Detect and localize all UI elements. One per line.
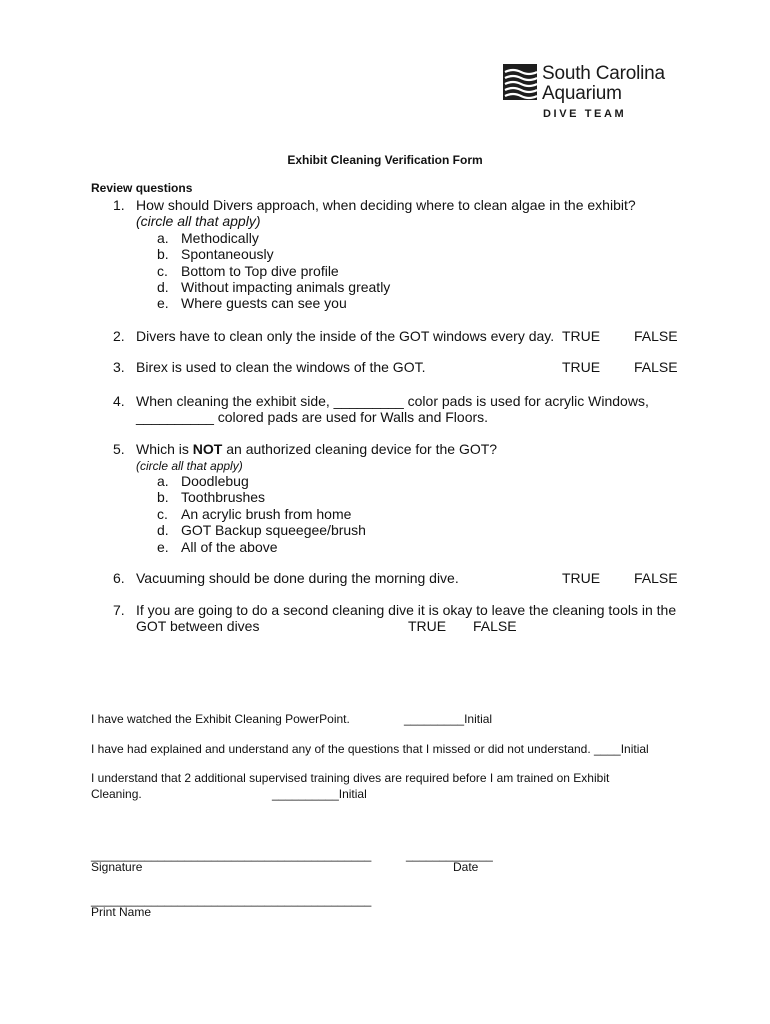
question-number: 6. [113,570,125,586]
option-letter: d. [157,522,169,538]
option-letter: a. [157,230,169,246]
question-number: 1. [113,197,125,213]
option-letter: c. [157,506,168,522]
date-field[interactable]: _____________ [406,848,493,862]
signature-label: Signature [91,860,143,874]
false-option[interactable]: FALSE [634,570,678,586]
question-number: 2. [113,328,125,344]
print-name-field[interactable]: __________________________________________ [91,893,372,907]
option-text: Toothbrushes [181,489,266,505]
question-note: (circle all that apply) [136,213,261,229]
question-text-post: an authorized cleaning device for the GOT? [222,441,498,457]
training-dives-initial-field[interactable]: __________Initial [272,787,367,801]
option-text: All of the above [181,539,278,555]
option-text: Without impacting animals greatly [181,279,391,295]
print-name-label: Print Name [91,905,152,919]
explained-statement[interactable]: I have had explained and understand any of the questions that I missed or did not understand. ____Initial [91,742,649,756]
option-letter: e. [157,539,169,555]
question-number: 7. [113,602,125,618]
logo-dive-team: DIVE TEAM [543,108,627,120]
training-dives-statement: I understand that 2 additional supervised training dives are required before I am trained on Exhibit [91,771,610,785]
option-letter: a. [157,473,169,489]
question-text-line1: If you are going to do a second cleaning dive it is okay to leave the cleaning tools in the [136,602,677,618]
powerpoint-statement: I have watched the Exhibit Cleaning PowerPoint. [91,712,350,726]
date-label: Date [453,860,479,874]
question-text: How should Divers approach, when deciding where to clean algae in the exhibit? [136,197,636,213]
option-text: Spontaneously [181,246,274,262]
training-dives-statement-line2: Cleaning. [91,787,142,801]
form-title: Exhibit Cleaning Verification Form [287,153,483,167]
false-option[interactable]: FALSE [473,618,517,634]
question-text: Vacuuming should be done during the morning dive. [136,570,459,586]
option-text: Where guests can see you [181,295,347,311]
true-option[interactable]: TRUE [408,618,447,634]
question-text: Birex is used to clean the windows of the GOT. [136,359,426,375]
option-letter: e. [157,295,169,311]
question-text-emphasis: NOT [192,441,223,457]
option-text: Bottom to Top dive profile [181,263,339,279]
false-option[interactable]: FALSE [634,328,678,344]
question-number: 4. [113,393,125,409]
aquarium-wave-icon [503,64,537,100]
question-number: 3. [113,359,125,375]
question-note: (circle all that apply) [136,459,243,473]
false-option[interactable]: FALSE [634,359,678,375]
question-number: 5. [113,441,125,457]
question-text-line2: __________ colored pads are used for Walls and Floors. [136,409,489,425]
logo-name-line1: South Carolina [542,63,665,84]
option-text: Methodically [181,230,259,246]
true-option[interactable]: TRUE [562,328,601,344]
question-text-pre: Which is [136,441,193,457]
signature-field[interactable]: __________________________________________ [91,848,372,862]
true-option[interactable]: TRUE [562,359,601,375]
powerpoint-initial-field[interactable]: _________Initial [404,712,493,726]
question-text: Divers have to clean only the inside of the GOT windows every day. [136,328,555,344]
option-text: GOT Backup squeegee/brush [181,522,366,538]
question-text-line2: GOT between dives [136,618,260,634]
option-letter: d. [157,279,169,295]
option-letter: b. [157,489,169,505]
question-text [136,441,497,457]
question-text-line1: When cleaning the exhibit side, _________ color pads is used for acrylic Windows, [136,393,649,409]
true-option[interactable]: TRUE [562,570,601,586]
logo-name-line2: Aquarium [542,83,622,104]
option-text: Doodlebug [181,473,249,489]
option-text: An acrylic brush from home [181,506,352,522]
option-letter: b. [157,246,169,262]
option-letter: c. [157,263,168,279]
section-label: Review questions [91,181,193,195]
